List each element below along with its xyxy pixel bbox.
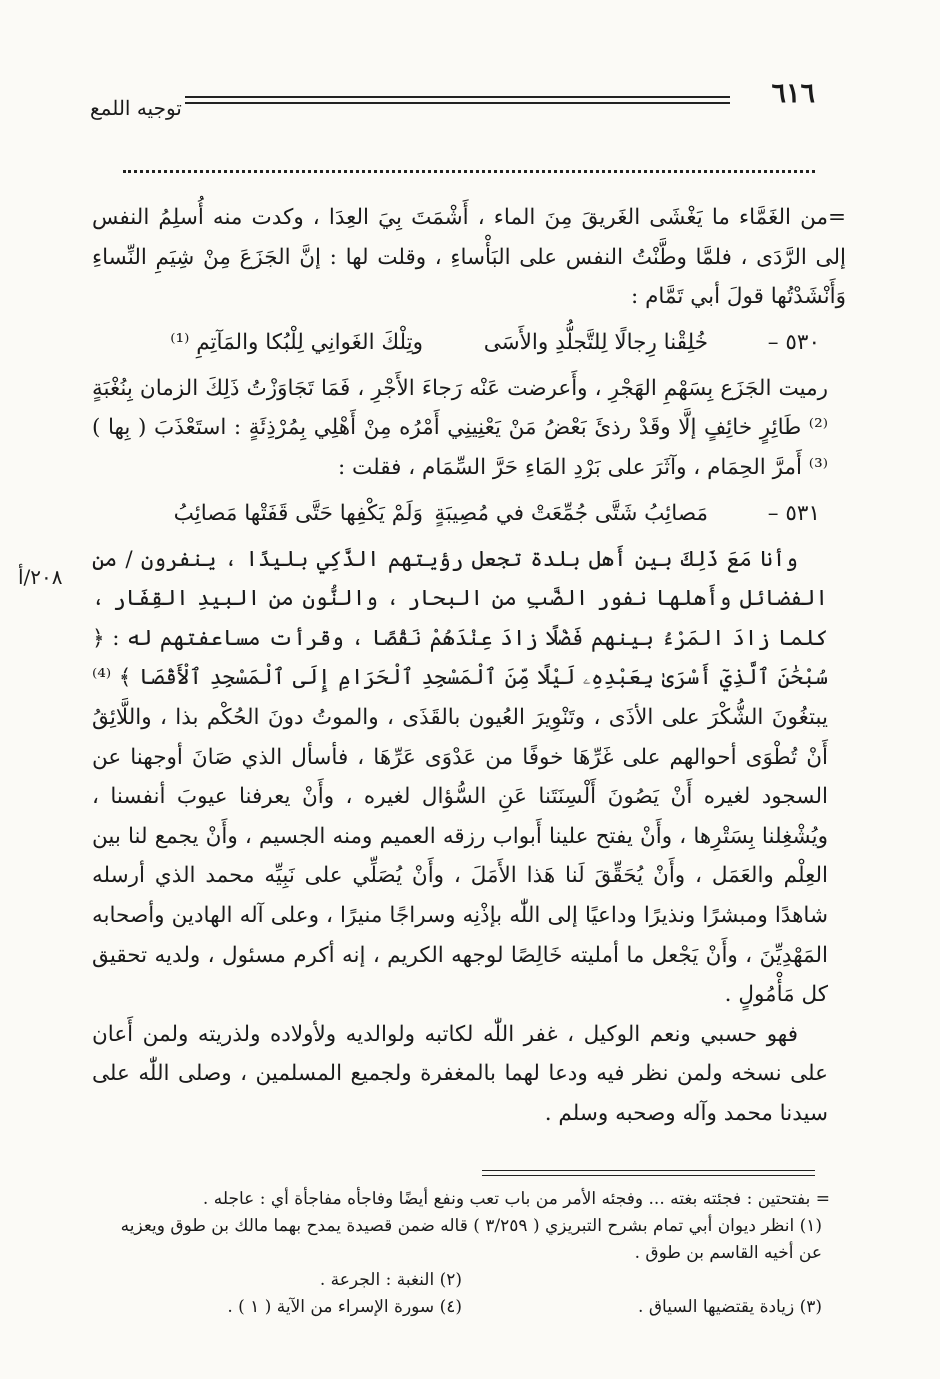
footnote-3: (٣) زيادة يقتضيها السياق . (638, 1297, 822, 1317)
footnote-4: (٤) سورة الإسراء من الآية ( ١ ) . (227, 1297, 462, 1317)
main-text (92, 198, 846, 1133)
paragraph: رميت الجَزَع بِسَهْمِ الهَجْرِ ، وأَعرضت عَنْه رَجاءَ الأَجْرِ ، فَمَا تَجَاوَزْتُ ذَلِكَ الزمان بِنُغْبَةٍ ⁽²⁾ طَائِرٍ خائِفٍ إلَّا وقَدْ رذئَ بَعْضُ مَنْ يَعْنِينِي أَمْرُه مِنْ أَهْلِي بِمُرْذِئَةٍ : استَعْذَبَ ( بِها ) ⁽³⁾ أَمرَّ الحِمَام ، وآثَرَ على بَرْدِ المَاءِ حَرَّ السِّمَام ، فقلت : (92, 375, 828, 480)
header-rule (185, 96, 730, 104)
verse-530 (92, 323, 828, 361)
dotted-separator (123, 170, 815, 173)
manuscript-folio-marker: ٢٠٨/أ (18, 565, 63, 589)
page-number: ٦١٦ (771, 78, 815, 109)
footnote-continuation: = بفتحتين : فجئته بغته ... وفجئه الأمر من باب تعب ونفع أيضًا وفاجأه مفاجأة أي : عاجله . (202, 1189, 830, 1209)
verse-number: ٥٣١ – (767, 500, 820, 526)
verse-first-hemistich: مَصائِبُ شَتَّى جُمِّعَتْ في مُصِيبَةٍ (434, 500, 708, 526)
footnote-1: (١) انظر ديوان أبي تمام بشرح التبريزي ( ٣/٢٥٩ ) قاله ضمن قصيدة يمدح بهما مالك بن طوق ويعزيه عن أخيه القاسم بن طوق . (120, 1216, 822, 1263)
footnote-2: (٢) النغبة : الجرعة . (319, 1270, 462, 1290)
verse-second-hemistich: وتِلْكَ الغَوانِي لِلْبُكا والمَآتِمِ ⁽¹⁾ (170, 329, 423, 355)
verse-second-hemistich: وَلَمْ يَكْفِها حَتَّى قَفَتْها مَصائِبُ (173, 500, 423, 526)
verse-531 (92, 494, 828, 532)
paragraph-continuation: =من الغَمَّاء ما يَغْشَى الغَريقَ مِنَ الماء ، أَشْمَتَ بِيَ العِدَا ، وكدت منه أُسلِمُ النفس إلى الرَّدَى ، فلمَّا وطَّنْتُ النفس على البَأْساءِ ، وقلت لها : إنَّ الجَزَعَ مِنْ شِيَمِ النِّساءِ وَأَنْشَدْتُها قولَ أبي تَمَّام : (92, 205, 846, 310)
footnote-row (100, 1294, 822, 1321)
closing-paragraph: فهو حسبي ونعم الوكيل ، غفر اللّٰه لكاتبه ولوالديه ولأولاده ولذريته ولمن أَعان على نسخه ولمن نظر فيه ودعا لهما بالمغفرة ولجميع المسلمين ، وصلى اللّٰه على سيدنا محمد وآله وصحبه وسلم . (92, 1021, 828, 1126)
footnotes (100, 1186, 830, 1321)
running-title: توجيه اللمع (90, 96, 182, 120)
footnote-rule (482, 1170, 815, 1176)
verse-first-hemistich: خُلِقْنا رِجالًا لِلتَّجلُّدِ والأَسَى (483, 329, 708, 355)
paragraph: وأنا مَعَ ذَلِكَ بين أَهل بلدة تجعل رؤيتهم الذَّكِي بليدًا ، ينفرون / من الفضائل وأَهلها نفور الضَّبِ من البحار ، والنُّون من البيدِ القِفَار ، كلما زادَ المَرْءُ بينهم فَضْلًا زادَ عِنْدَهُمْ نَقْصًا ، وقرأت مساعفتهم له : ﴿ سُبْحَٰنَ ٱلَّذِيٓ أَسْرَىٰ بِعَبْدِهِۦ لَيْلًا مِّنَ ٱلْمَسْجِدِ ٱلْحَرَامِ إِلَى ٱلْمَسْجِدِ ٱلْأَقْصَا ﴾ ⁽⁴⁾ يبتغُونَ الشُّكْرَ على الأذَى ، وتَنْوِيرَ العُيون بالقَذَى ، والموتُ دونَ الحُكْم بذا ، واللَّائِقُ أَنْ تُطْوَى أحوالهم على غَرِّهَا خوفًا من عَدْوَى عَرِّهَا ، فأسأل الذي صَانَ أوجهنا عن السجود لغيره أَنْ يَصُونَ أَلْسِنَتَنا عَنِ السُّؤال لغيره ، وأَنْ يعرفنا عيوبَ أنفسنا ، ويُشْغِلنا بِسَتْرِها ، وأَنْ يفتح علينا أَبواب رزقه العميم ومنه الجسيم ، وأَنْ يجمع لنا بين العِلْم والعَمَل ، وأَنْ يُحَقِّقَ لَنا هَذا الأَمَلَ ، وأَنْ يُصَلِّي على نَبِيِّه محمد الذي أرسله شاهدًا ومبشرًا ونذيرًا وداعيًا إلى اللّٰه بإذْنِه وسراجًا منيرًا ، وعلى آله الهادين وأصحابه المَهْدِيِّنَ ، وأَنْ يَجْعل ما أمليته خَالِصًا لوجهه الكريم ، إنه أكرم مسئول ، ولديه تحقيق كل مَأْمُولٍ . (92, 546, 828, 1008)
verse-number: ٥٣٠ – (767, 329, 820, 355)
